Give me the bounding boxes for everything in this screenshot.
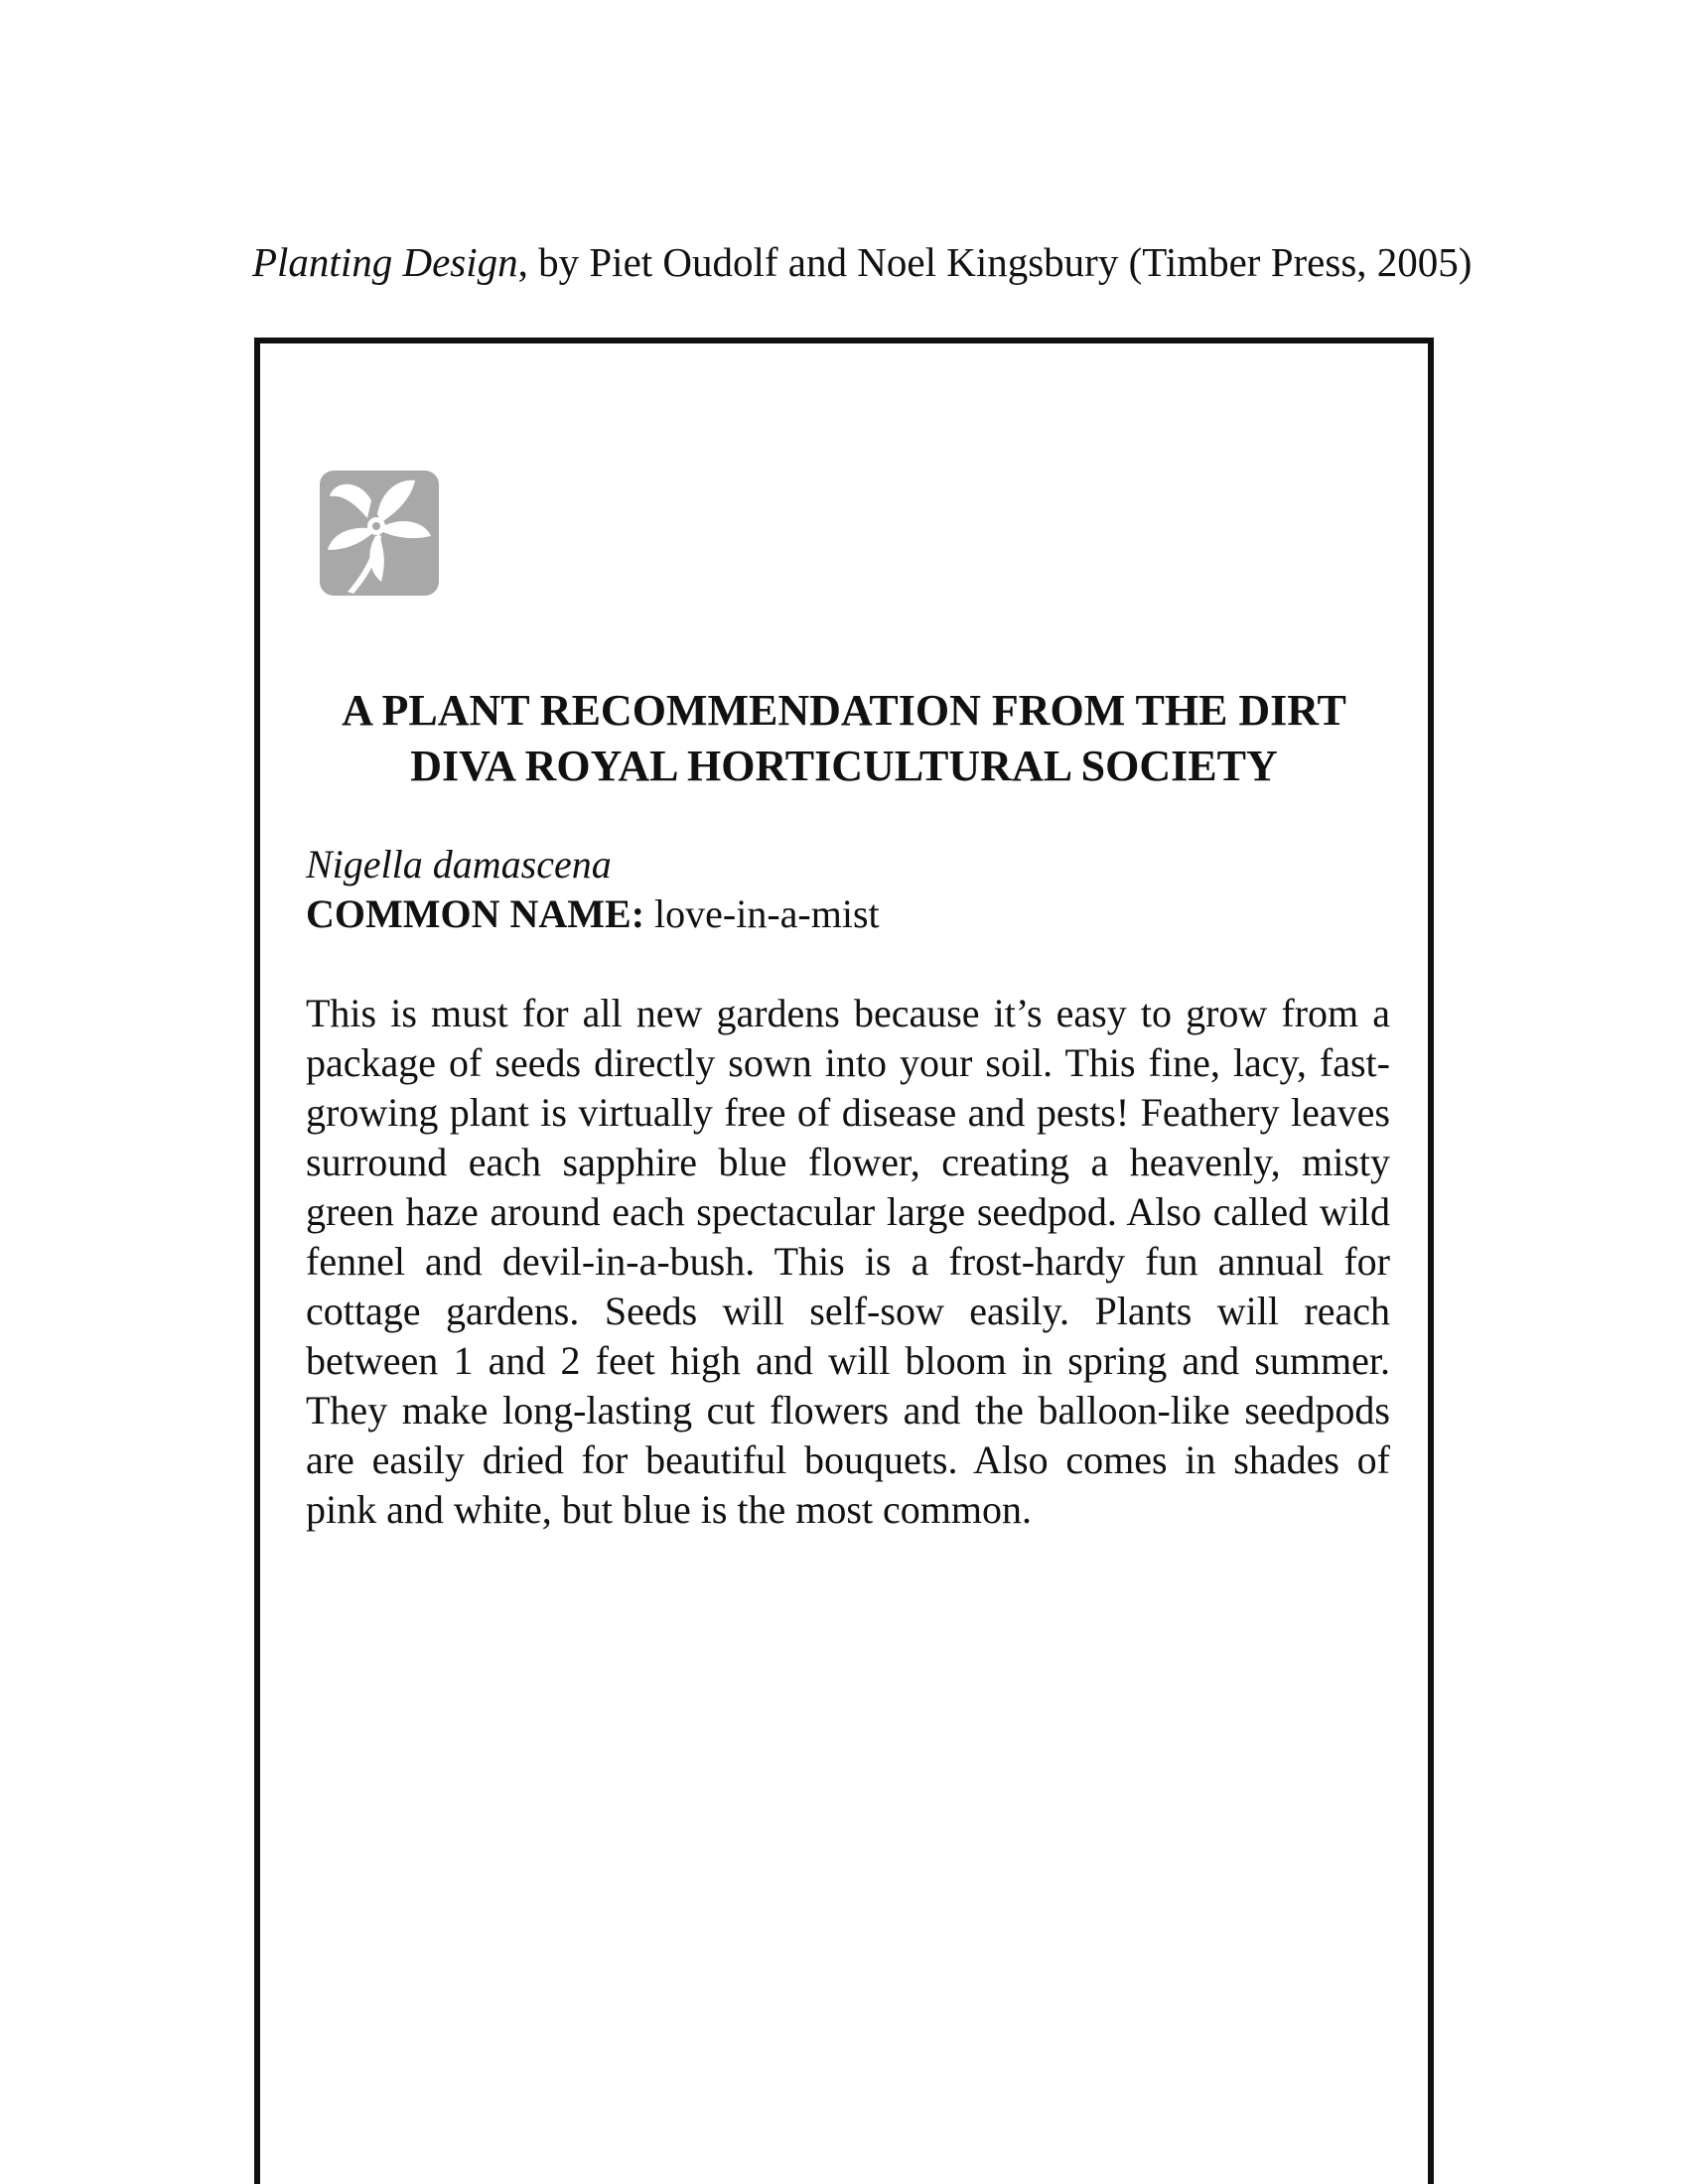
- plant-names: [306, 840, 1390, 939]
- latin-name: Nigella damascena: [306, 842, 612, 887]
- recommendation-sidebar-box: [254, 338, 1434, 2184]
- common-name-label: COMMON NAME:: [306, 891, 645, 936]
- plant-description: This is must for all new gardens because it’s easy to grow from a package of seeds directly sown into your soil. This fine, lacy, fast-growing plant is virtually free of disease and pests! Feathery leaves surround each sapphire blue flower, creating a heavenly, misty green haze around each spectacular large seedpod. Also called wild fennel and devil-in-a-bush. This is a frost-hardy fun annual for cottage gardens. Seeds will self-sow easily. Plants will reach between 1 and 2 feet high and will bloom in spring and summer. They make long-lasting cut flowers and the balloon-like seedpods are easily dried for beautiful bouquets. Also comes in shades of pink and white, but blue is the most common.: [306, 991, 1390, 1532]
- citation-details: , by Piet Oudolf and Noel Kingsbury (Timber Press, 2005): [517, 239, 1473, 285]
- citation-paragraph: [211, 237, 1476, 288]
- book-title: Planting Design: [252, 239, 518, 285]
- common-name-value: love-in-a-mist: [644, 891, 880, 936]
- flower-logo-icon: [320, 471, 439, 596]
- sidebar-heading: A PLANT RECOMMENDATION FROM THE DIRT DIVA ROYAL HORTICULTURAL SOCIETY: [342, 686, 1346, 790]
